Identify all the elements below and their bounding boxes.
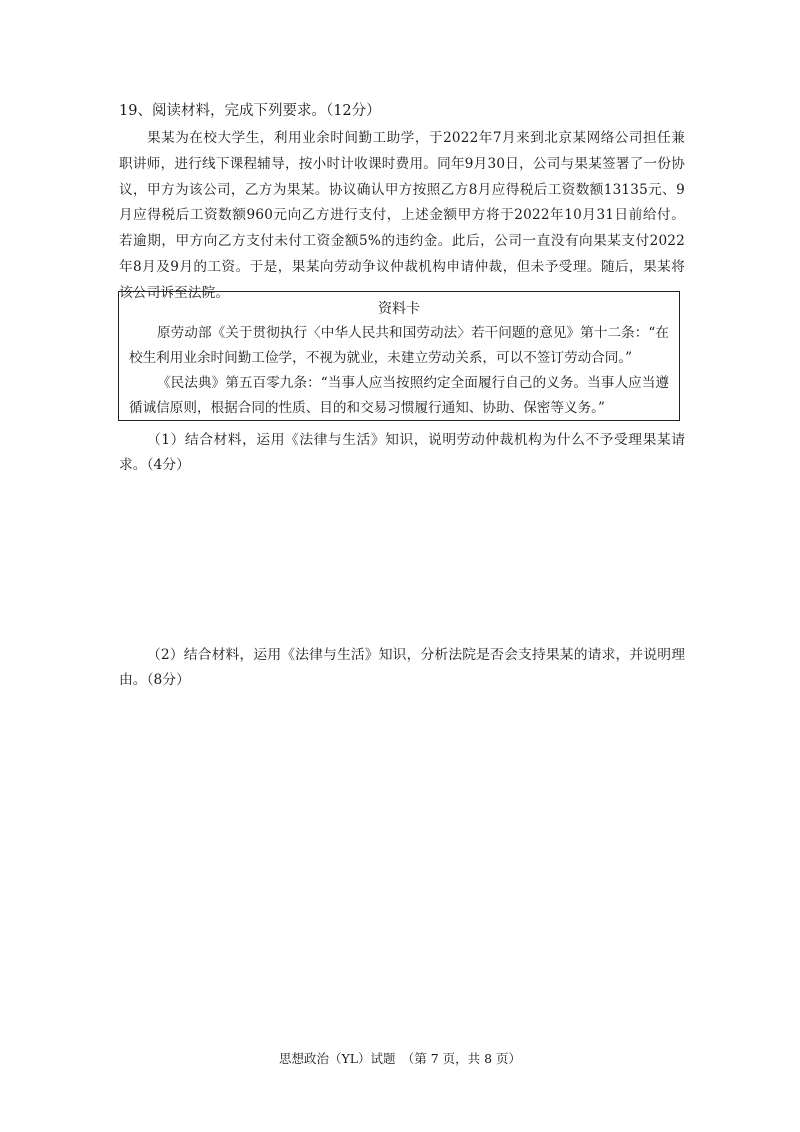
info-card-paragraph-1: 原劳动部《关于贯彻执行〈中华人民共和国劳动法〉若干问题的意见》第十二条：“在校生利用业余时间勤工俭学，不视为就业，未建立劳动关系，可以不签订劳动合同。”	[129, 325, 669, 366]
sub-question-2: （2）结合材料，运用《法律与生活》知识，分析法院是否会支持果某的请求，并说明理由。（8分）	[119, 647, 685, 688]
question-title: 19、阅读材料，完成下列要求。（12分）	[119, 103, 381, 119]
info-card	[118, 291, 680, 421]
info-card-title: 资料卡	[378, 301, 420, 317]
sub-question-1: （1）结合材料，运用《法律与生活》知识，说明劳动仲裁机构为什么不予受理果某请求。（4分）	[119, 432, 685, 473]
page-footer: 思想政治（YL）试题 （第 7 页，共 8 页）	[278, 1051, 522, 1066]
info-card-paragraph-2: 《民法典》第五百零九条：“当事人应当按照约定全面履行自己的义务。当事人应当遵循诚信原则，根据合同的性质、目的和交易习惯履行通知、协助、保密等义务。”	[129, 375, 669, 416]
question-material: 果某为在校大学生，利用业余时间勤工助学，于2022年7月来到北京某网络公司担任兼职讲师，进行线下课程辅导，按小时计收课时费用。同年9月30日，公司与果某签署了一份协议，甲方为该公司，乙方为果某。协议确认甲方按照乙方8月应得税后工资数额13135元、9月应得税后工资数额960元向乙方进行支付，上述金额甲方将于2022年10月31日前给付。若逾期，甲方向乙方支付未付工资金额5%的违约金。此后，公司一直没有向果某支付2022年8月及9月的工资。于是，果某向劳动争议仲裁机构申请仲裁，但未予受理。随后，果某将该公司诉至法院。	[119, 130, 685, 301]
